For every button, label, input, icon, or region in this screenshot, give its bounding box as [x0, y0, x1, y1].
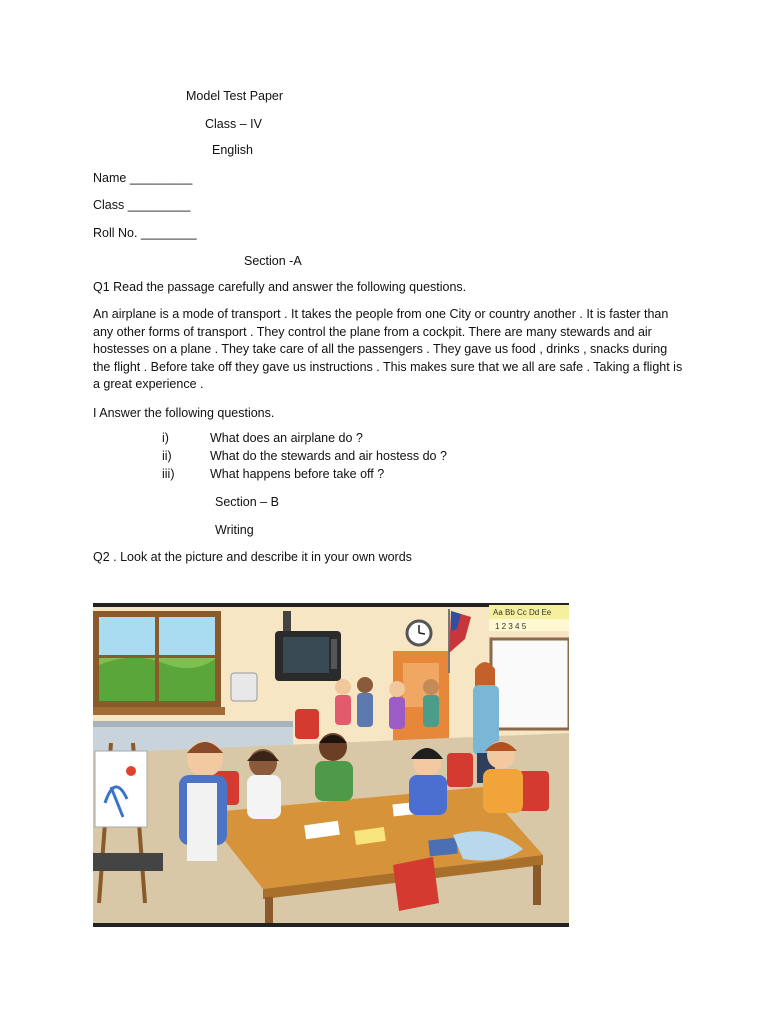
subject-heading: English [212, 143, 253, 157]
question-number: iii) [162, 467, 175, 481]
question-text: What does an airplane do ? [210, 431, 363, 445]
question-number: ii) [162, 449, 172, 463]
class-heading: Class – IV [205, 117, 262, 131]
question-item [162, 431, 363, 445]
question-number: i) [162, 431, 169, 445]
section-a-heading: Section -A [244, 254, 302, 268]
question-item [162, 449, 447, 463]
classroom-illustration [93, 603, 569, 927]
board-numbers: 1 2 3 4 5 [495, 622, 527, 631]
board-letters: Aa Bb Cc Dd Ee [493, 608, 552, 617]
roll-field: Roll No. ________ [93, 226, 197, 240]
page-title: Model Test Paper [186, 89, 284, 103]
name-field: Name _________ [93, 171, 193, 185]
reading-passage: An airplane is a mode of transport . It takes the people from one City or country another . It is faster than any other forms of transport . They control the plane from a cockpit. There are many stewards and air hostesses on a plane . They take care of all the passengers . They gave us food , drinks , snacks during the flight . Before take off they gave us instructions . This makes sure that we all are safe . Taking a flight is a great experience . [93, 307, 683, 392]
window-icon [93, 611, 225, 715]
question-text: What do the stewards and air hostess do ? [210, 449, 447, 463]
question-item [162, 467, 384, 481]
section-b-subheading: Writing [215, 523, 254, 537]
question-2: Q2 . Look at the picture and describe it in your own words [93, 550, 412, 564]
section-b-heading: Section – B [215, 495, 279, 509]
question-1: Q1 Read the passage carefully and answer the following questions. [93, 280, 467, 294]
class-field: Class _________ [93, 198, 191, 212]
answer-instruction: I Answer the following questions. [93, 406, 275, 420]
clock-icon [407, 621, 431, 645]
question-text: What happens before take off ? [210, 467, 385, 481]
